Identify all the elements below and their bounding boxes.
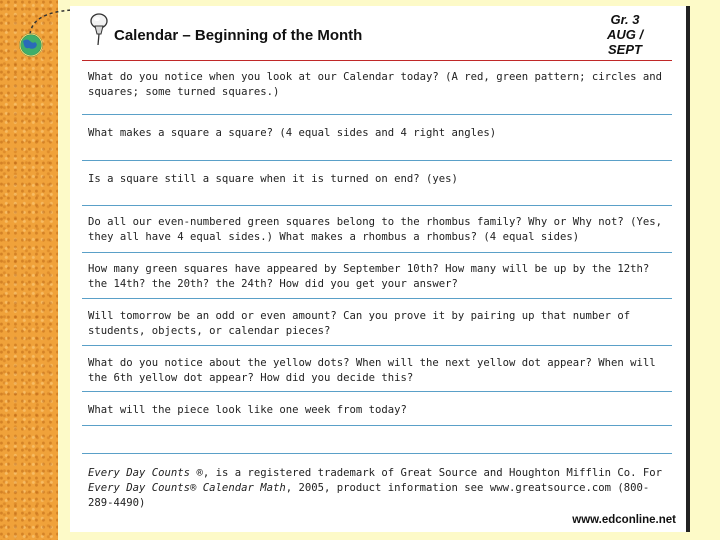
divider [82, 114, 672, 115]
footer-italic-1: Every Day Counts [88, 467, 191, 479]
divider [82, 252, 672, 253]
divider [82, 391, 672, 392]
divider [82, 160, 672, 161]
divider [82, 425, 672, 426]
footer-text-2: , 2005, product information see www.greatsource.com (800-289-4490) [88, 482, 650, 509]
grade-level: Gr. 3 [610, 12, 640, 27]
website-link[interactable]: www.edconline.net [572, 514, 676, 526]
grade-label [590, 12, 660, 57]
divider [82, 453, 672, 454]
globe-icon [18, 32, 44, 58]
footer-italic-2: Every Day Counts® Calendar Math [88, 482, 286, 494]
question-8: What will the piece look like one week from today? [88, 404, 407, 416]
divider [82, 205, 672, 206]
question-5: How many green squares have appeared by September 10th? How many will be up by the 12th? the 14th? the 20th? the 24th? How did you get your answer? [88, 263, 650, 290]
page-title: Calendar – Beginning of the Month [114, 27, 363, 44]
question-7: What do you notice about the yellow dots? When will the next yellow dot appear? When will the 6th yellow dot appear? How did you decide this? [88, 357, 656, 384]
divider [82, 345, 672, 346]
footer-text-1: ®, is a registered trademark of Great Source and Houghton Mifflin Co. For [190, 467, 663, 479]
question-3: Is a square still a square when it is turned on end? (yes) [88, 173, 458, 185]
header-rule [82, 60, 672, 61]
question-1: What do you notice when you look at our Calendar today? (A red, green pattern; circles and squares; some turned squares.) [88, 71, 663, 98]
question-2: What makes a square a square? (4 equal sides and 4 right angles) [88, 127, 497, 139]
divider [82, 298, 672, 299]
sidebar-edge [58, 0, 66, 540]
month-range: AUG / SEPT [606, 27, 644, 57]
trademark-notice [88, 466, 668, 511]
question-4: Do all our even-numbered green squares belong to the rhombus family? Why or Why not? (Yes, they all have 4 equal sides.) What makes a rhombus a rhombus? (4 equal sides) [88, 216, 663, 243]
decorative-sidebar [0, 0, 58, 540]
pushpin-icon [88, 12, 110, 46]
worksheet [70, 6, 690, 532]
question-6: Will tomorrow be an odd or even amount? Can you prove it by pairing up that number of students, objects, or calendar pieces? [88, 310, 631, 337]
